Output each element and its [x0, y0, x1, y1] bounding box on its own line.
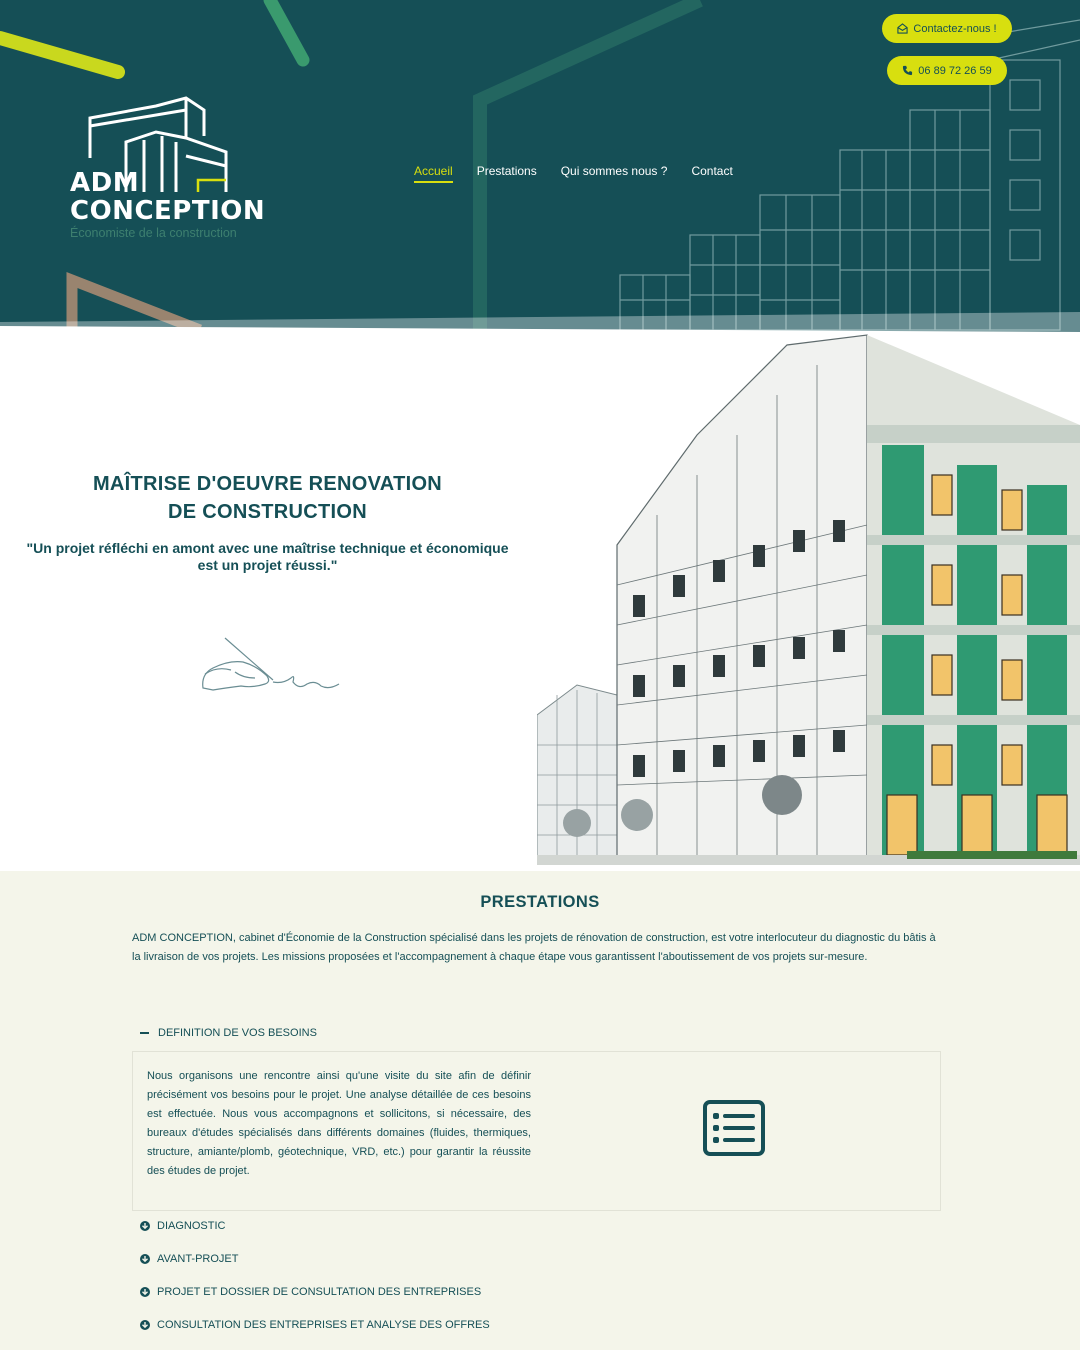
hero-title-line1: MAÎTRISE D'OEUVRE RENOVATION [92, 473, 443, 495]
accordion-projet-dce[interactable] [140, 1286, 481, 1298]
accordion-avant-projet[interactable] [140, 1253, 239, 1265]
logo-name-line1: ADM [70, 168, 140, 198]
accordion-diagnostic[interactable] [140, 1220, 225, 1232]
contact-button[interactable] [882, 14, 1012, 43]
site-logo[interactable] [68, 96, 268, 246]
prestations-section [0, 871, 1080, 1350]
phone-button[interactable] [887, 56, 1007, 85]
envelope-icon [897, 23, 908, 34]
collapse-icon [140, 1032, 149, 1034]
phone-button-label: 06 89 72 26 59 [918, 64, 992, 77]
list-icon [703, 1100, 765, 1156]
accordion-panel [132, 1051, 941, 1211]
nav-item-accueil[interactable]: Accueil [414, 164, 453, 183]
nav-item-prestations[interactable]: Prestations [476, 164, 537, 178]
logo-tagline: Économiste de la construction [70, 226, 237, 240]
accordion-label: CONSULTATION DES ENTREPRISES ET ANALYSE DES OFFRES [157, 1319, 490, 1331]
prestations-intro: ADM CONCEPTION, cabinet d'Économie de la Construction spécialisé dans les projets de rénovation de construction, est votre interlocuteur du diagnostic du bâtis à la livraison de vos projets. Les missions proposées et l'accompagnement à chaque étape vous garantissent l'aboutissement de vos projets sur-mesure. [132, 932, 936, 963]
hero-title-line2: DE CONSTRUCTION [168, 501, 367, 523]
prestations-title: PRESTATIONS [480, 893, 600, 911]
accordion-content: Nous organisons une rencontre ainsi qu'une visite du site afin de définir précisément vos besoins pour le projet. Une analyse détaillée de ces besoins est effectuée. Nous vous accompagnons et sollicitons, si nécessaire, des bureaux d'études spécialisés dans différents domaines (fluides, thermiques, structure, amiante/plomb, géotechnique, VRD, etc.) pour garantir la réussite des études de projet. [147, 1070, 531, 1177]
accordion-label: PROJET ET DOSSIER DE CONSULTATION DES ENTREPRISES [157, 1286, 482, 1298]
main-nav [414, 164, 733, 183]
accordion-label: AVANT-PROJET [157, 1253, 239, 1265]
accordion-label: DEFINITION DE VOS BESOINS [158, 1027, 317, 1039]
hero-title [0, 470, 535, 526]
expand-icon [140, 1221, 150, 1231]
logo-name-line2: CONCEPTION [70, 196, 266, 226]
expand-icon [140, 1320, 150, 1330]
site-header [0, 0, 1080, 345]
accordion-consultation-entreprises[interactable] [140, 1319, 490, 1331]
hero-quote-line1: "Un projet réfléchi en amont avec une maîtrise technique et économique [26, 540, 509, 556]
building-illustration [537, 325, 1080, 865]
signing-hand-illustration [195, 630, 345, 700]
nav-item-contact[interactable]: Contact [691, 164, 733, 178]
hero-text [0, 470, 535, 574]
hero-quote-line2: est un projet réussi." [197, 557, 338, 573]
nav-item-qui-sommes-nous[interactable]: Qui sommes nous ? [560, 164, 668, 178]
phone-icon [902, 65, 913, 76]
contact-button-label: Contactez-nous ! [913, 22, 997, 35]
expand-icon [140, 1287, 150, 1297]
accordion-label: DIAGNOSTIC [157, 1220, 226, 1232]
hero-quote [0, 540, 535, 574]
accordion-definition-besoins[interactable] [140, 1027, 317, 1039]
expand-icon [140, 1254, 150, 1264]
